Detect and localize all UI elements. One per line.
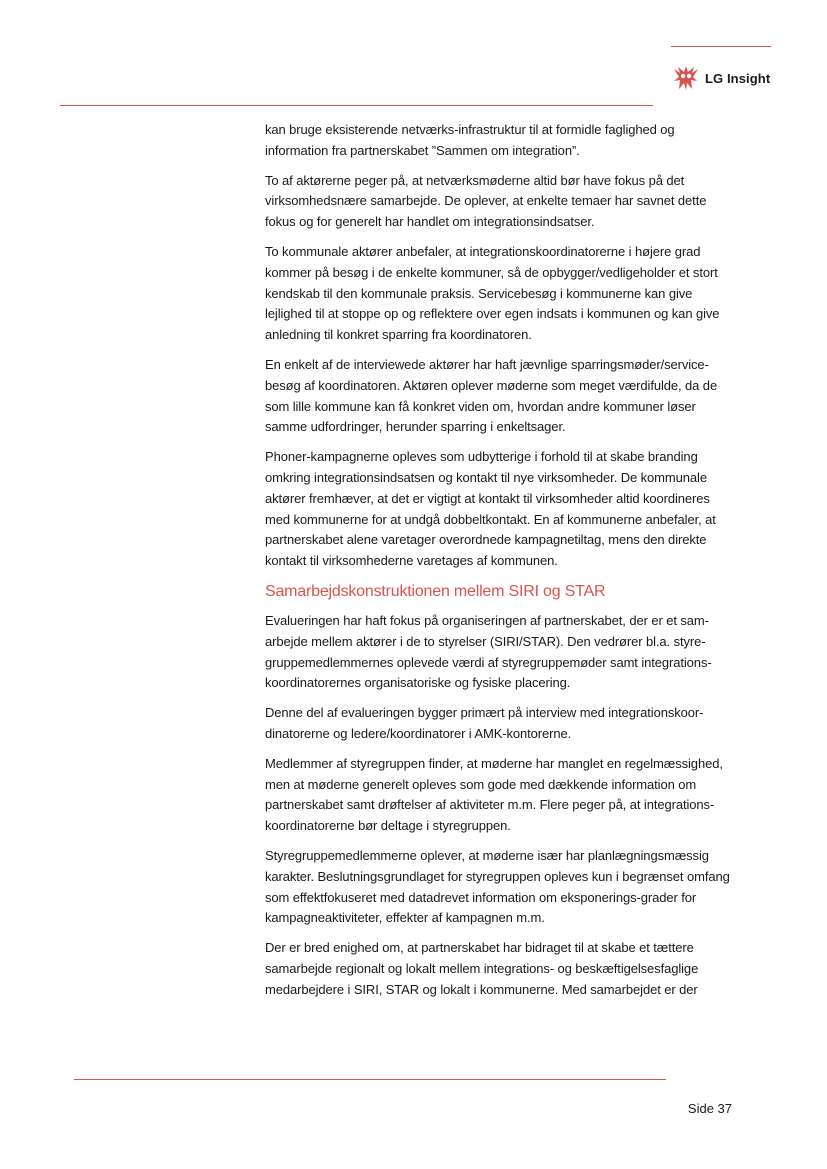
footer-rule xyxy=(74,1079,666,1080)
page-body xyxy=(265,120,731,1009)
paragraph: To af aktørerne peger på, at netværksmøderne altid bør have fokus på det virksomhedsnære samarbejde. De oplever, at enkelte temaer har savnet dette fokus og for generelt har handlet om integrationsindsatser. xyxy=(265,172,707,230)
page-number: Side 37 xyxy=(687,1101,732,1116)
paragraph: Styregruppemedlemmerne oplever, at møderne især har planlægningsmæssig karakter. Beslutningsgrundlaget for styregruppen opleves kun i begrænset omfang som effektfokuseret med datadrevet information om eksponerings-grader for kampagneaktiviteter, effekter af kampagnen m.m. xyxy=(265,847,730,926)
paragraph: Medlemmer af styregruppen finder, at møderne har manglet en regelmæssighed, men at møderne generelt opleves som gode med dækkende information om partnerskabet samt drøftelser af aktiviteter m.m. Flere peger på, at integrations-koordinatorerne bør deltage i styregruppen. xyxy=(265,755,723,834)
logo-mark-icon xyxy=(671,63,701,93)
paragraph: To kommunale aktører anbefaler, at integrationskoordinatorerne i højere grad kommer på besøg i de enkelte kommuner, så de opbygger/vedligeholder et stort kendskab til den kommunale praksis. Servicebesøg i kommunerne kan give lejlighed til at stoppe op og reflektere over egen indsats i kommunen og kan give anledning til konkret sparring fra koordinatoren. xyxy=(265,243,720,343)
paragraph: kan bruge eksisterende netværks-infrastruktur til at formidle faglighed og information fra partnerskabet ”Sammen om integration”. xyxy=(265,122,675,158)
header-rule-short xyxy=(671,46,771,47)
paragraph: En enkelt af de interviewede aktører har haft jævnlige sparringsmøder/service-besøg af koordinatoren. Aktøren oplever møderne som meget værdifulde, da de som lille kommune kan få konkret viden om, hvordan andre kommuner løser samme udfordringer, herunder sparring i enkeltsager. xyxy=(265,356,718,435)
paragraph: Evalueringen har haft fokus på organiseringen af partnerskabet, der er et sam-arbejde mellem aktører i de to styrelser (SIRI/STAR). Den vedrører bl.a. styre-gruppemedlemmernes oplevede værdi af styregruppemøder samt integrations-koordinatorernes organisatoriske og fysiske placering. xyxy=(265,612,712,691)
logo-text: LG Insight xyxy=(705,70,771,86)
paragraph: Phoner-kampagnerne opleves som udbytterige i forhold til at skabe branding omkring integrationsindsatsen og kontakt til nye virksomheder. De kommunale aktører fremhæver, at det er vigtigt at kontakt til virksomheder altid koordineres med kommunerne for at undgå dobbeltkontakt. En af kommunerne anbefaler, at partnerskabet alene varetager overordnede kampagnetiltag, mens den direkte kontakt til virksomhederne varetages af kommunen. xyxy=(265,449,716,569)
paragraph: Der er bred enighed om, at partnerskabet har bidraget til at skabe et tættere samarbejde regionalt og lokalt mellem integrations- og beskæftigelsesfaglige medarbejdere i SIRI, STAR og lokalt i kommunerne. Med samarbejdet er der xyxy=(265,940,699,997)
paragraph: Denne del af evalueringen bygger primært på interview med integrationskoor-dinatorerne og ledere/koordinatorer i AMK-kontorerne. xyxy=(265,705,704,741)
header-rule-long xyxy=(60,105,653,106)
lg-insight-logo xyxy=(671,62,770,94)
section-heading: Samarbejdskonstruktionen mellem SIRI og STAR xyxy=(265,582,606,600)
